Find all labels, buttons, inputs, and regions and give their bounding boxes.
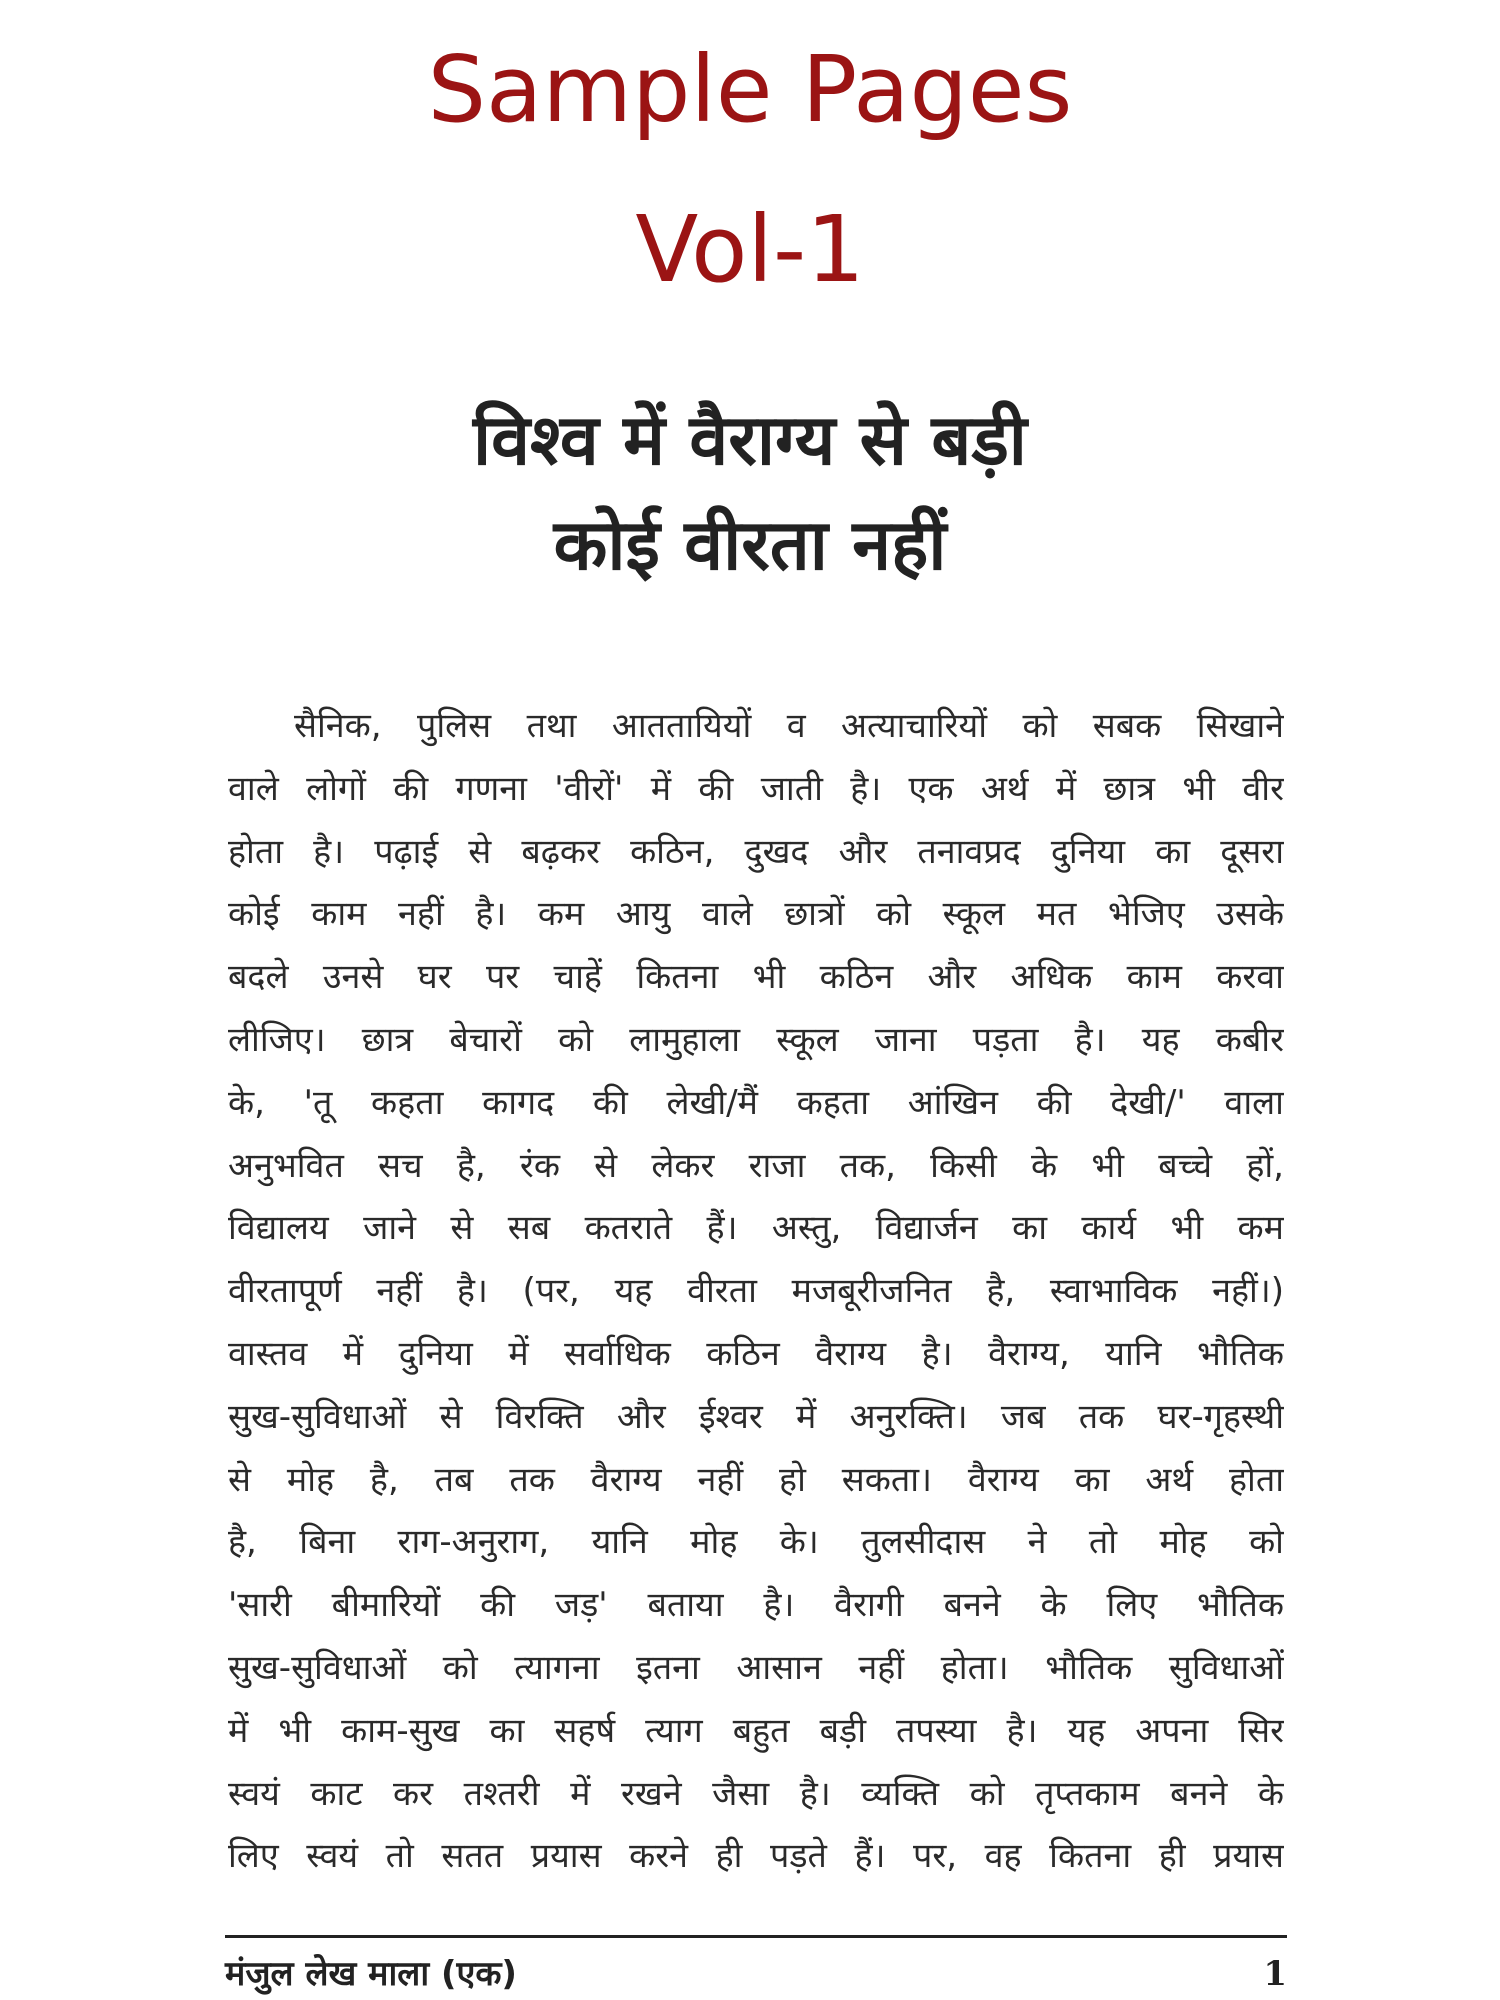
body-line: अनुभवित सच है, रंक से लेकर राजा तक, किसी के भी बच्चे हों, (228, 1145, 1284, 1186)
body-line: है, बिना राग-अनुराग, यानि मोह के। तुलसीदास ने तो मोह को (228, 1522, 1284, 1563)
body-line: बदले उनसे घर पर चाहें कितना भी कठिन और अधिक काम करवा (228, 957, 1284, 998)
body-line: के, 'तू कहता कागद की लेखी/मैं कहता आंखिन की देखी/' वाला (228, 1082, 1284, 1123)
footer-book-title: मंजुल लेख माला (एक) (225, 1954, 517, 1994)
body-line: वाले लोगों की गणना 'वीरों' में की जाती है। एक अर्थ में छात्र भी वीर (228, 768, 1284, 809)
banner-volume: Vol-1 (635, 196, 865, 303)
footer-divider (225, 1935, 1287, 1938)
body-line: सैनिक, पुलिस तथा आततायियों व अत्याचारियों को सबक सिखाने (294, 706, 1284, 746)
chapter-title-line-2: कोई वीरता नहीं (553, 504, 947, 586)
body-line: स्वयं काट कर तश्तरी में रखने जैसा है। व्यक्ति को तृप्तकाम बनने के (228, 1773, 1284, 1814)
body-line: लीजिए। छात्र बेचारों को लामुहाला स्कूल जाना पड़ता है। यह कबीर (228, 1019, 1284, 1060)
body-line: कोई काम नहीं है। कम आयु वाले छात्रों को स्कूल मत भेजिए उसके (228, 894, 1284, 935)
body-line: लिए स्वयं तो सतत प्रयास करने ही पड़ते हैं। पर, वह कितना ही प्रयास (228, 1836, 1284, 1877)
body-line: वीरतापूर्ण नहीं है। (पर, यह वीरता मजबूरीजनित है, स्वाभाविक नहीं।) (228, 1271, 1284, 1312)
body-line: सुख-सुविधाओं को त्यागना इतना आसान नहीं होता। भौतिक सुविधाओं (228, 1647, 1284, 1688)
page-number: 1 (1263, 1954, 1287, 1994)
banner-title: Sample Pages (427, 36, 1073, 143)
chapter-title-line-1: विश्व में वैराग्य से बड़ी (473, 399, 1027, 481)
body-line: में भी काम-सुख का सहर्ष त्याग बहुत बड़ी तपस्या है। यह अपना सिर (228, 1710, 1284, 1751)
body-line: 'सारी बीमारियों की जड़' बताया है। वैरागी बनने के लिए भौतिक (228, 1585, 1284, 1626)
book-page (0, 360, 1500, 2000)
body-line: होता है। पढ़ाई से बढ़कर कठिन, दुखद और तनावप्रद दुनिया का दूसरा (228, 831, 1284, 872)
body-line: विद्यालय जाने से सब कतराते हैं। अस्तु, विद्यार्जन का कार्य भी कम (228, 1208, 1284, 1249)
body-text (228, 695, 1284, 1888)
body-line: से मोह है, तब तक वैराग्य नहीं हो सकता। वैराग्य का अर्थ होता (228, 1459, 1284, 1500)
body-line: सुख-सुविधाओं से विरक्ति और ईश्वर में अनुरक्ति। जब तक घर-गृहस्थी (228, 1396, 1284, 1437)
body-line: वास्तव में दुनिया में सर्वाधिक कठिन वैराग्य है। वैराग्य, यानि भौतिक (228, 1333, 1284, 1374)
